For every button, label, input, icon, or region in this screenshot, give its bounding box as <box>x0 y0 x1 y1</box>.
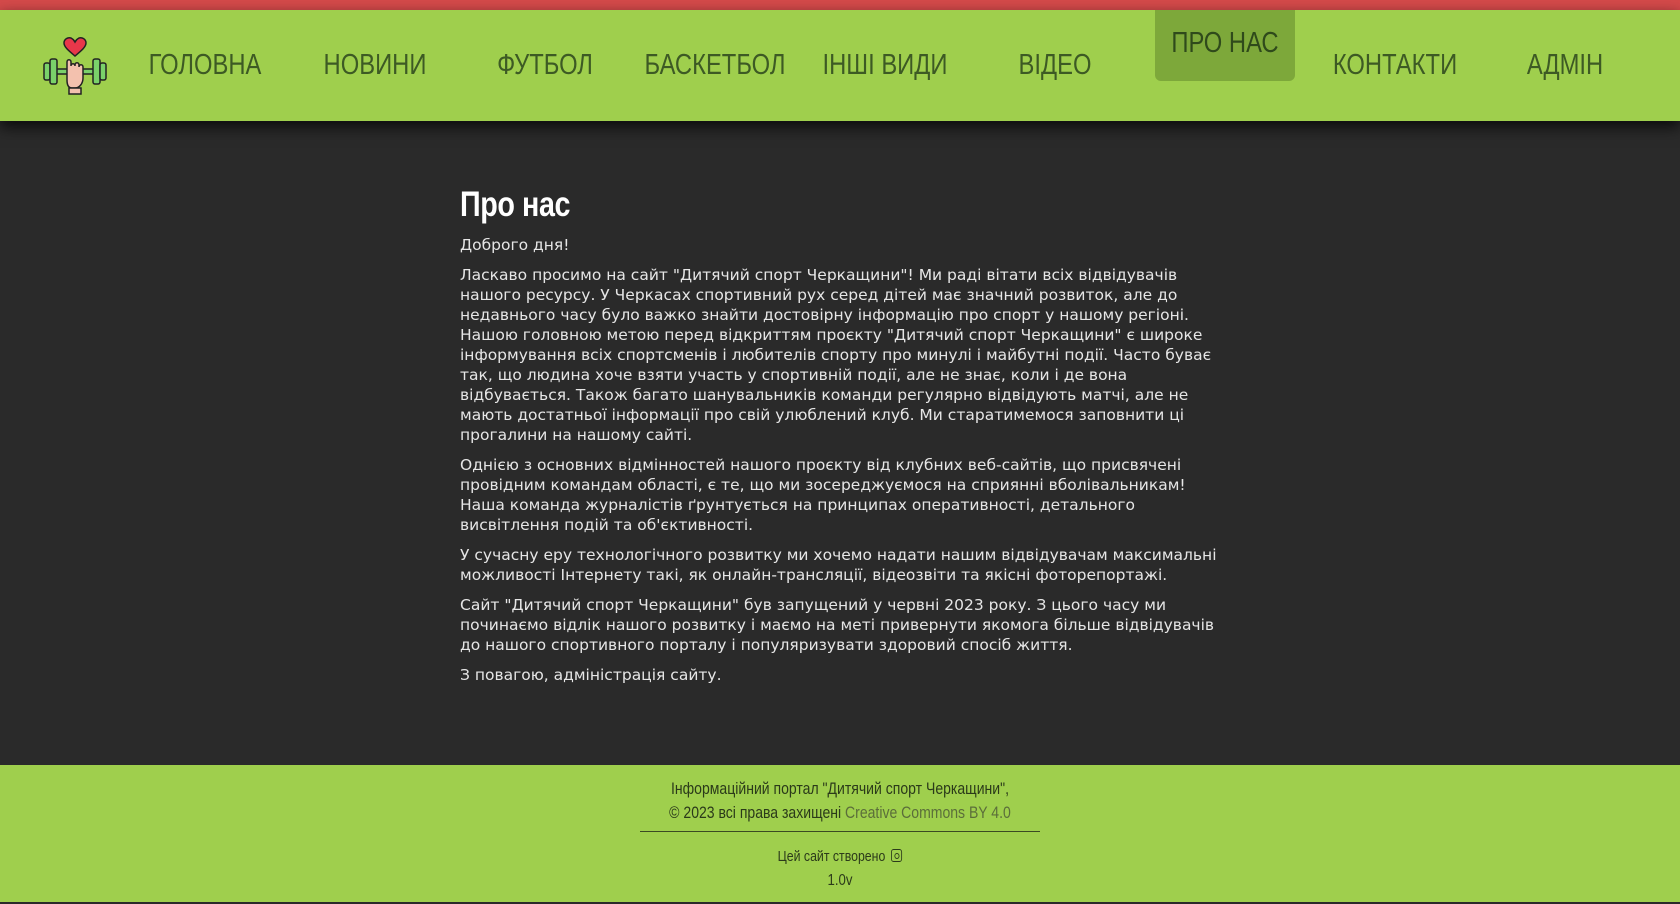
footer-divider <box>640 831 1040 832</box>
site-footer <box>0 765 1680 904</box>
nav-item-home[interactable]: ГОЛОВНА <box>148 49 262 81</box>
nav-item-admin[interactable]: АДМІН <box>1526 49 1604 81</box>
launch-paragraph: Сайт "Дитячий спорт Черкащини" був запущений у червні 2023 року. З цього часу ми починаємо відлік нашого розвитку і маємо на меті привернути якомога більше відвідувачів до нашого спортивного порталу і популяризувати здоровий спосіб життя. <box>460 596 1215 654</box>
top-accent-stripe <box>0 0 1680 10</box>
nav-item-basketball[interactable]: БАСКЕТБОЛ <box>644 49 786 81</box>
footer-license-link[interactable]: Creative Commons BY 4.0 <box>845 804 1011 822</box>
differences-paragraph: Однією з основних відмінностей нашого проєкту від клубних веб-сайтів, що присвячені провідним командам області, є те, що ми зосереджуємося на сприянні вболівальникам! Наша команда журналістів ґрунтується на принципах оперативності, детального висвітлення подій та об'єктивності. <box>460 456 1186 534</box>
nav-item-football[interactable]: ФУТБОЛ <box>497 49 593 81</box>
footer-rights-line <box>126 804 1554 823</box>
nav-item-contacts[interactable]: КОНТАКТИ <box>1332 49 1458 81</box>
nav-item-about[interactable]: ПРО НАС <box>1171 26 1279 59</box>
footer-portal-line: Інформаційний портал "Дитячий спорт Черкащини", <box>670 780 1009 798</box>
instagram-icon[interactable] <box>891 849 902 862</box>
footer-created-text: Цей сайт створено <box>777 849 886 865</box>
signature-paragraph: З повагою, адміністрація сайту. <box>460 666 722 684</box>
nav-item-news[interactable]: НОВИНИ <box>323 49 427 81</box>
page-title: Про нас <box>460 185 571 224</box>
welcome-paragraph: Ласкаво просимо на сайт "Дитячий спорт Черкащини"! Ми раді вітати всіх відвідувачів нашого ресурсу. У Черкасах спортивний рух серед дітей має значний розвиток, але до недавнього часу було важко знайти достовірну інформацію про спорт у нашому регіоні. Нашою головною метою перед відкриттям проєкту "Дитячий спорт Черкащини" є широке інформування всіх спортсменів і любителів спорту про минулі і майбутні події. Часто буває так, що людина хоче взяти участь у спортивній події, але не знає, коли і де вона відбувається. Також багато шанувальників команди регулярно відвідують матчі, але не мають достатньої інформації про свій улюблений клуб. Ми старатимемося заповнити ці прогалини на нашому сайті. <box>460 266 1212 444</box>
logo-dumbbell-heart-icon[interactable] <box>42 34 108 98</box>
nav-item-other-sports[interactable]: ІНШІ ВИДИ <box>822 49 948 81</box>
footer-created-line <box>126 849 1554 865</box>
nav-item-video[interactable]: ВІДЕО <box>1018 49 1092 81</box>
top-navigation-bar <box>0 10 1680 121</box>
main-content <box>460 185 1230 695</box>
greeting-paragraph: Доброго дня! <box>460 236 570 254</box>
footer-rights-text: © 2023 всі права захищені <box>669 804 842 822</box>
footer-version: 1.0v <box>827 872 853 889</box>
technology-paragraph: У сучасну еру технологічного розвитку ми хочемо надати нашим відвідувачам максимальні можливості Інтернету такі, як онлайн-трансляції, відеозвіти та якісні фоторепортажі. <box>460 546 1217 584</box>
